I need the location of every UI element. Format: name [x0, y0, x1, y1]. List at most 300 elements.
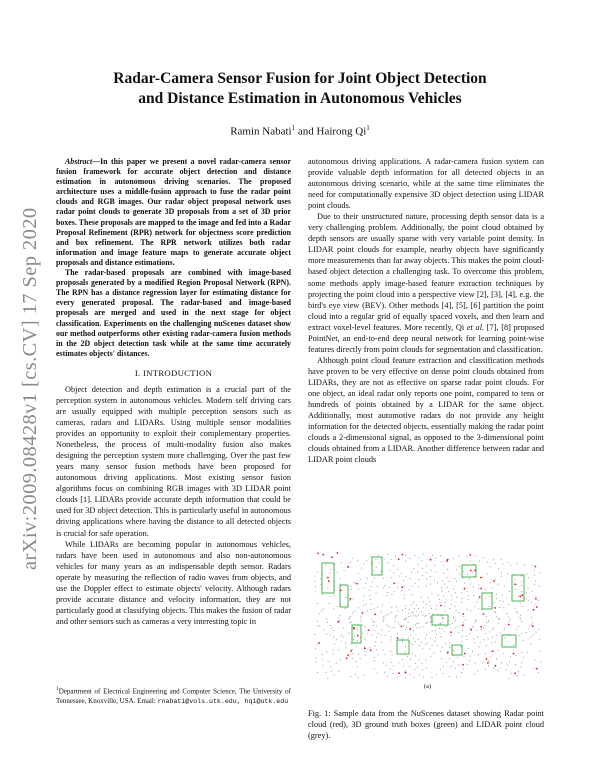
- lidar-point: [430, 637, 431, 638]
- lidar-point: [470, 560, 471, 561]
- lidar-point: [415, 615, 416, 616]
- lidar-point: [462, 636, 463, 637]
- lidar-point: [374, 608, 375, 609]
- lidar-point: [399, 576, 400, 577]
- lidar-point: [432, 555, 433, 556]
- radar-point: [470, 629, 472, 631]
- lidar-point: [455, 592, 456, 593]
- lidar-point: [451, 666, 452, 667]
- lidar-point: [441, 636, 442, 637]
- lidar-point: [370, 599, 371, 600]
- lidar-point: [382, 605, 383, 606]
- lidar-point: [363, 605, 364, 606]
- lidar-point: [489, 632, 490, 633]
- lidar-point: [341, 635, 342, 636]
- lidar-point: [350, 562, 351, 563]
- lidar-point: [315, 662, 316, 663]
- lidar-point: [385, 654, 386, 655]
- lidar-point: [386, 665, 387, 666]
- lidar-point: [509, 621, 510, 622]
- author-1-mark: 1: [291, 124, 296, 132]
- lidar-point: [539, 586, 540, 587]
- lidar-point: [484, 639, 485, 640]
- lidar-point: [415, 583, 416, 584]
- lidar-point: [498, 584, 499, 585]
- lidar-point: [391, 636, 392, 637]
- lidar-point: [470, 584, 471, 585]
- lidar-point: [462, 598, 463, 599]
- lidar-point: [357, 560, 358, 561]
- lidar-point: [440, 633, 441, 634]
- lidar-point: [331, 569, 332, 570]
- lidar-point: [416, 623, 417, 624]
- lidar-point: [470, 633, 471, 634]
- lidar-point: [455, 628, 456, 629]
- lidar-point: [430, 622, 431, 623]
- lidar-point: [441, 615, 442, 616]
- lidar-point: [357, 677, 358, 678]
- lidar-point: [413, 602, 414, 603]
- lidar-point: [456, 569, 457, 570]
- lidar-point: [340, 579, 341, 580]
- lidar-point: [475, 620, 476, 621]
- lidar-point: [435, 637, 436, 638]
- radar-point: [486, 658, 488, 660]
- lidar-point: [351, 586, 352, 587]
- lidar-point: [346, 597, 347, 598]
- lidar-point: [425, 644, 426, 645]
- lidar-point: [496, 616, 497, 617]
- radar-point: [535, 566, 537, 568]
- lidar-point: [396, 616, 397, 617]
- lidar-point: [438, 623, 439, 624]
- lidar-point: [422, 560, 423, 561]
- lidar-point: [472, 627, 473, 628]
- lidar-point: [498, 650, 499, 651]
- lidar-point: [458, 632, 459, 633]
- lidar-point: [423, 602, 424, 603]
- lidar-point: [520, 615, 521, 616]
- lidar-point: [528, 588, 529, 589]
- radar-point: [328, 580, 330, 582]
- lidar-point: [317, 672, 318, 673]
- lidar-point: [419, 627, 420, 628]
- radar-point: [346, 657, 348, 659]
- lidar-point: [352, 613, 353, 614]
- lidar-point: [500, 633, 501, 634]
- lidar-point: [454, 589, 455, 590]
- lidar-point: [364, 647, 365, 648]
- lidar-point: [411, 604, 412, 605]
- lidar-point: [405, 646, 406, 647]
- figure-1-image: [312, 545, 543, 680]
- lidar-point: [487, 574, 488, 575]
- radar-point: [464, 588, 466, 590]
- lidar-point: [434, 653, 435, 654]
- lidar-point: [473, 572, 474, 573]
- lidar-point: [412, 586, 413, 587]
- lidar-point: [316, 657, 317, 658]
- footnote-mark: 1: [56, 686, 59, 692]
- lidar-point: [376, 593, 377, 594]
- lidar-point: [416, 605, 417, 606]
- radar-point: [514, 583, 516, 585]
- lidar-point: [333, 649, 334, 650]
- lidar-point: [353, 658, 354, 659]
- lidar-point: [333, 630, 334, 631]
- lidar-point: [351, 643, 352, 644]
- lidar-point: [326, 634, 327, 635]
- lidar-point: [358, 573, 359, 574]
- lidar-point: [371, 556, 372, 557]
- radar-point: [495, 665, 497, 667]
- lidar-point: [315, 648, 316, 649]
- lidar-point: [406, 618, 407, 619]
- radar-point: [480, 577, 482, 579]
- lidar-point: [482, 578, 483, 579]
- lidar-point: [491, 643, 492, 644]
- lidar-point: [538, 672, 539, 673]
- lidar-point: [443, 596, 444, 597]
- lidar-point: [433, 614, 434, 615]
- radar-point: [350, 598, 352, 600]
- lidar-point: [499, 607, 500, 608]
- lidar-point: [419, 623, 420, 624]
- lidar-point: [373, 625, 374, 626]
- gt-box: [340, 585, 348, 607]
- lidar-point: [358, 607, 359, 608]
- lidar-point: [462, 641, 463, 642]
- lidar-point: [523, 657, 524, 658]
- lidar-point: [507, 613, 508, 614]
- radar-point: [519, 596, 521, 598]
- lidar-point: [427, 642, 428, 643]
- radar-point: [532, 625, 534, 627]
- lidar-point: [404, 651, 405, 652]
- lidar-point: [458, 612, 459, 613]
- lidar-point: [455, 668, 456, 669]
- lidar-point: [326, 652, 327, 653]
- lidar-point: [323, 665, 324, 666]
- lidar-point: [468, 595, 469, 596]
- lidar-point: [364, 564, 365, 565]
- radar-point: [370, 649, 372, 651]
- lidar-point: [483, 627, 484, 628]
- lidar-point: [389, 570, 390, 571]
- lidar-point: [517, 563, 518, 564]
- lidar-point: [487, 562, 488, 563]
- lidar-point: [470, 656, 471, 657]
- lidar-point: [434, 565, 435, 566]
- lidar-point: [440, 651, 441, 652]
- lidar-point: [336, 663, 337, 664]
- lidar-point: [421, 663, 422, 664]
- lidar-point: [340, 659, 341, 660]
- lidar-point: [509, 661, 510, 662]
- lidar-point: [383, 621, 384, 622]
- lidar-point: [445, 643, 446, 644]
- lidar-point: [479, 561, 480, 562]
- lidar-point: [369, 647, 370, 648]
- lidar-point: [413, 612, 414, 613]
- lidar-point: [495, 579, 496, 580]
- lidar-point: [403, 665, 404, 666]
- radar-point: [401, 586, 403, 588]
- lidar-point: [340, 615, 341, 616]
- lidar-point: [394, 627, 395, 628]
- lidar-point: [383, 588, 384, 589]
- right-p0: autonomous driving applications. A radar-camera fusion system can provide valuable depth information for all detected objects in an autonomous driving scenario, while at the same time eliminates the need for computationally expensive 3D object detection using LIDAR point clouds.: [308, 157, 544, 211]
- lidar-point: [322, 659, 323, 660]
- lidar-point: [443, 565, 444, 566]
- lidar-point: [395, 621, 396, 622]
- lidar-point: [528, 638, 529, 639]
- lidar-point: [534, 575, 535, 576]
- lidar-point: [501, 559, 502, 560]
- lidar-point: [338, 671, 339, 672]
- lidar-point: [478, 608, 479, 609]
- lidar-point: [498, 618, 499, 619]
- lidar-point: [405, 671, 406, 672]
- lidar-point: [314, 634, 315, 635]
- lidar-point: [430, 584, 431, 585]
- lidar-point: [508, 642, 509, 643]
- lidar-point: [462, 578, 463, 579]
- lidar-point: [387, 614, 388, 615]
- lidar-point: [516, 589, 517, 590]
- lidar-point: [443, 673, 444, 674]
- radar-point: [521, 594, 523, 596]
- lidar-point: [522, 633, 523, 634]
- radar-point: [393, 583, 395, 585]
- lidar-point: [461, 672, 462, 673]
- lidar-point: [408, 616, 409, 617]
- lidar-point: [361, 568, 362, 569]
- lidar-point: [495, 563, 496, 564]
- paper-title: [60, 69, 540, 109]
- lidar-point: [338, 618, 339, 619]
- lidar-point: [455, 619, 456, 620]
- lidar-point: [521, 582, 522, 583]
- lidar-point: [320, 578, 321, 579]
- lidar-point: [410, 635, 411, 636]
- lidar-point: [410, 674, 411, 675]
- lidar-point: [369, 590, 370, 591]
- footnote: [56, 685, 291, 706]
- lidar-point: [360, 579, 361, 580]
- lidar-point: [328, 661, 329, 662]
- lidar-point: [419, 558, 420, 559]
- lidar-point: [466, 636, 467, 637]
- lidar-point: [517, 675, 518, 676]
- lidar-point: [477, 602, 478, 603]
- lidar-point: [518, 626, 519, 627]
- lidar-point: [527, 652, 528, 653]
- lidar-point: [521, 576, 522, 577]
- lidar-point: [448, 676, 449, 677]
- lidar-point: [419, 660, 420, 661]
- lidar-point: [361, 621, 362, 622]
- lidar-point: [504, 638, 505, 639]
- lidar-point: [418, 615, 419, 616]
- lidar-point: [391, 612, 392, 613]
- lidar-point: [509, 591, 510, 592]
- lidar-point: [466, 556, 467, 557]
- lidar-point: [441, 587, 442, 588]
- radar-point: [322, 554, 324, 556]
- lidar-point: [432, 677, 433, 678]
- lidar-point: [528, 610, 529, 611]
- lidar-point: [319, 626, 320, 627]
- lidar-point: [446, 662, 447, 663]
- lidar-point: [463, 668, 464, 669]
- radar-point: [357, 635, 359, 637]
- lidar-point: [415, 663, 416, 664]
- lidar-point: [426, 667, 427, 668]
- radar-point: [430, 559, 432, 561]
- lidar-point: [498, 568, 499, 569]
- lidar-point: [325, 565, 326, 566]
- lidar-point: [446, 599, 447, 600]
- lidar-point: [373, 621, 374, 622]
- lidar-point: [337, 606, 338, 607]
- radar-point: [462, 613, 464, 615]
- lidar-point: [492, 629, 493, 630]
- lidar-point: [409, 666, 410, 667]
- lidar-point: [488, 638, 489, 639]
- lidar-point: [450, 643, 451, 644]
- lidar-point: [517, 612, 518, 613]
- lidar-point: [391, 577, 392, 578]
- lidar-point: [468, 648, 469, 649]
- lidar-point: [377, 586, 378, 587]
- lidar-point: [492, 637, 493, 638]
- radar-point: [447, 652, 449, 654]
- lidar-point: [393, 665, 394, 666]
- lidar-point: [386, 595, 387, 596]
- radar-point: [513, 653, 515, 655]
- lidar-point: [361, 617, 362, 618]
- lidar-point: [334, 608, 335, 609]
- lidar-point: [446, 626, 447, 627]
- title-line-2: and Distance Estimation in Autonomous Vehicles: [138, 90, 462, 107]
- lidar-point: [401, 638, 402, 639]
- lidar-point: [376, 626, 377, 627]
- lidar-point: [314, 581, 315, 582]
- radar-point: [405, 672, 407, 674]
- radar-point: [398, 672, 400, 674]
- lidar-point: [356, 661, 357, 662]
- lidar-point: [410, 642, 411, 643]
- lidar-point: [329, 635, 330, 636]
- lidar-point: [522, 606, 523, 607]
- lidar-point: [507, 665, 508, 666]
- radar-point: [331, 556, 333, 558]
- lidar-point: [488, 666, 489, 667]
- lidar-point: [478, 598, 479, 599]
- radar-point: [356, 583, 358, 585]
- lidar-point: [354, 582, 355, 583]
- figure-caption: Fig. 1: Sample data from the NuScenes dataset showing Radar point cloud (red), 3D ground truth boxes (green) and LIDAR point cloud (grey).: [308, 709, 544, 740]
- lidar-point: [502, 595, 503, 596]
- lidar-point: [488, 622, 489, 623]
- lidar-point: [425, 615, 426, 616]
- lidar-point: [349, 600, 350, 601]
- radar-point: [474, 570, 476, 572]
- lidar-point: [533, 634, 534, 635]
- lidar-point: [472, 651, 473, 652]
- lidar-point: [442, 622, 443, 623]
- lidar-point: [415, 624, 416, 625]
- lidar-point: [515, 580, 516, 581]
- lidar-point: [432, 645, 433, 646]
- lidar-point: [503, 601, 504, 602]
- lidar-point: [528, 629, 529, 630]
- point-cloud-visualization: [312, 545, 543, 680]
- lidar-point: [370, 609, 371, 610]
- lidar-point: [442, 617, 443, 618]
- lidar-point: [478, 654, 479, 655]
- lidar-point: [426, 586, 427, 587]
- abstract-p1: [56, 157, 291, 268]
- radar-point: [347, 566, 349, 568]
- lidar-point: [456, 677, 457, 678]
- lidar-point: [330, 573, 331, 574]
- lidar-point: [413, 630, 414, 631]
- lidar-point: [500, 600, 501, 601]
- lidar-point: [401, 590, 402, 591]
- lidar-point: [459, 566, 460, 567]
- radar-point: [318, 642, 320, 644]
- lidar-point: [365, 651, 366, 652]
- lidar-point: [426, 604, 427, 605]
- lidar-point: [432, 593, 433, 594]
- lidar-point: [339, 620, 340, 621]
- lidar-point: [357, 640, 358, 641]
- lidar-point: [529, 626, 530, 627]
- lidar-point: [349, 619, 350, 620]
- lidar-point: [334, 643, 335, 644]
- lidar-point: [436, 634, 437, 635]
- lidar-point: [395, 618, 396, 619]
- lidar-point: [415, 641, 416, 642]
- lidar-point: [440, 623, 441, 624]
- lidar-point: [526, 632, 527, 633]
- lidar-point: [490, 582, 491, 583]
- radar-point: [337, 621, 339, 623]
- lidar-point: [422, 669, 423, 670]
- lidar-point: [444, 606, 445, 607]
- lidar-point: [403, 625, 404, 626]
- lidar-point: [419, 579, 420, 580]
- lidar-point: [427, 623, 428, 624]
- lidar-point: [474, 674, 475, 675]
- lidar-point: [536, 597, 537, 598]
- lidar-point: [441, 561, 442, 562]
- lidar-point: [391, 607, 392, 608]
- lidar-point: [430, 648, 431, 649]
- lidar-point: [506, 669, 507, 670]
- lidar-point: [510, 656, 511, 657]
- lidar-point: [489, 606, 490, 607]
- lidar-point: [375, 642, 376, 643]
- lidar-point: [503, 607, 504, 608]
- lidar-point: [345, 608, 346, 609]
- lidar-point: [405, 619, 406, 620]
- lidar-point: [441, 658, 442, 659]
- lidar-point: [367, 610, 368, 611]
- footnote-text: Department of Electrical Engineering and Computer Science, The University of Tennessee, Knoxville, USA. Email:: [56, 687, 291, 705]
